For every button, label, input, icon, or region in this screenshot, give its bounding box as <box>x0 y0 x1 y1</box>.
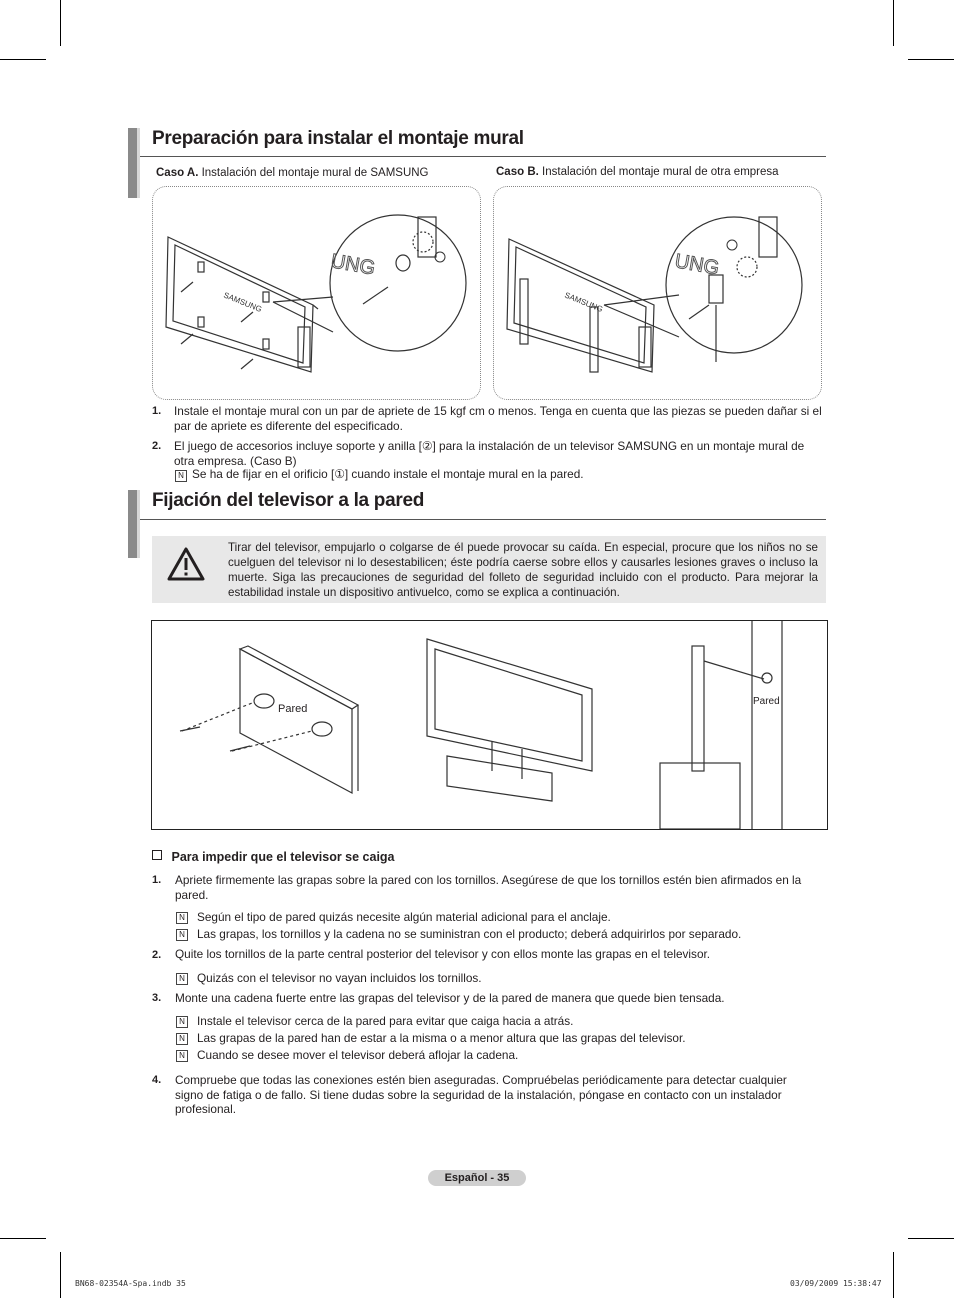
list-item: Instale el montaje mural con un par de apriete de 15 kgf cm o menos. Tenga en cuenta que las piezas se pueden dañar si el par de apriete es diferente del especificado. <box>174 404 822 433</box>
tv-wall-mount-a-illustration <box>153 187 480 399</box>
note-icon: N <box>175 470 187 482</box>
crop-mark <box>908 1238 954 1239</box>
warning-text: Tirar del televisor, empujarlo o colgarse de él puede provocar su caída. En especial, procure que los niños no se cuelguen del televisor ni lo desestabilicen; éste podría caerse sobre ellos y causarles lesiones graves o incluso la muerte. Siga las precauciones de seguridad del folleto de seguridad incluido con el producto. Para mejorar la estabilidad instale un dispositivo antivuelco, como se explica a continuación. <box>228 541 818 599</box>
figure-caso-a <box>152 186 481 400</box>
step-text: Quite los tornillos de la parte central posterior del televisor y con ellos monte las grapas en el televisor. <box>175 947 711 961</box>
section-rule <box>140 519 826 520</box>
note-text: Instale el televisor cerca de la pared para evitar que caiga hacia a atrás. <box>197 1014 574 1028</box>
svg-text:UNG: UNG <box>673 250 721 280</box>
note-text: Cuando se desee mover el televisor deberá aflojar la cadena. <box>197 1048 519 1062</box>
caso-a-bold: Caso A. <box>156 167 199 179</box>
note-text: Las grapas de la pared han de estar a la misma o a menor altura que las grapas del televisor. <box>197 1031 686 1045</box>
note-icon: N <box>176 929 188 941</box>
imprint-left: BN68-02354A-Spa.indb 35 <box>75 1279 186 1288</box>
section-rule <box>140 156 826 157</box>
section-title-fijacion: Fijación del televisor a la pared <box>152 490 425 511</box>
note-icon: N <box>176 973 188 985</box>
step-text: Compruebe que todas las conexiones estén bien aseguradas. Compruébelas periódicamente para detectar cualquier signo de fatiga o de fallo. Si tiene dudas sobre la seguridad de la instalación, póngase en contacto con un instalador profesional. <box>175 1073 787 1116</box>
note-text: Según el tipo de pared quizás necesite algún material adicional para el anclaje. <box>197 910 611 924</box>
item-number: 2. <box>152 440 162 452</box>
caso-b-label <box>496 166 779 178</box>
note-icon: N <box>176 1033 188 1045</box>
caso-a-text: Instalación del montaje mural de SAMSUNG <box>201 167 429 179</box>
crop-mark <box>0 59 46 60</box>
crop-mark <box>908 59 954 60</box>
caso-b-text: Instalación del montaje mural de otra empresa <box>542 166 779 178</box>
page-number: Español - 35 <box>428 1170 526 1186</box>
wall-label: Pared <box>278 703 308 715</box>
warning-icon <box>166 546 206 582</box>
step-number: 1. <box>152 874 162 886</box>
crop-mark <box>0 1238 46 1239</box>
svg-text:UNG: UNG <box>329 250 377 280</box>
step-number: 4. <box>152 1074 162 1086</box>
note-text: Las grapas, los tornillos y la cadena no se suministran con el producto; deberá adquirirlos por separado. <box>197 927 742 941</box>
anti-tip-drawing <box>152 621 827 829</box>
checkbox-icon <box>152 850 162 860</box>
note-icon: N <box>176 1050 188 1062</box>
crop-mark <box>60 0 61 46</box>
caso-b-bold: Caso B. <box>496 166 539 178</box>
crop-mark <box>893 0 894 46</box>
svg-text:SAMSUNG: SAMSUNG <box>563 290 605 315</box>
svg-text:SAMSUNG: SAMSUNG <box>222 290 264 315</box>
figure-caso-b <box>493 186 822 400</box>
step-text: Monte una cadena fuerte entre las grapas del televisor y de la pared de manera que quede bien tensada. <box>175 991 725 1005</box>
imprint-right: 03/09/2009 15:38:47 <box>790 1279 882 1288</box>
note-text: Se ha de fijar en el orificio [①] cuando instale el montaje mural en la pared. <box>192 467 584 481</box>
section-bar <box>128 128 140 198</box>
warning-box <box>152 536 826 603</box>
crop-mark <box>60 1252 61 1298</box>
wall-label: Pared <box>753 696 780 707</box>
caso-a-label <box>156 167 429 179</box>
step-text: Apriete firmemente las grapas sobre la pared con los tornillos. Asegúrese de que los tornillos estén bien afirmados en la pared. <box>175 873 802 902</box>
note-icon: N <box>176 1016 188 1028</box>
list-item: El juego de accesorios incluye soporte y anilla [②] para la instalación de un televisor SAMSUNG en un montaje mural de otra empresa. (Caso B) <box>174 439 805 468</box>
item-number: 1. <box>152 405 162 417</box>
subheading <box>152 850 395 864</box>
tv-wall-mount-b-illustration <box>494 187 821 399</box>
crop-mark <box>893 1252 894 1298</box>
note-text: Quizás con el televisor no vayan incluidos los tornillos. <box>197 971 482 985</box>
section-bar <box>128 490 140 558</box>
section-title-preparacion: Preparación para instalar el montaje mural <box>152 128 524 149</box>
step-number: 3. <box>152 992 162 1004</box>
note-icon: N <box>176 912 188 924</box>
anti-tip-illustration <box>151 620 828 830</box>
step-number: 2. <box>152 949 162 961</box>
subheading-text: Para impedir que el televisor se caiga <box>171 850 395 864</box>
